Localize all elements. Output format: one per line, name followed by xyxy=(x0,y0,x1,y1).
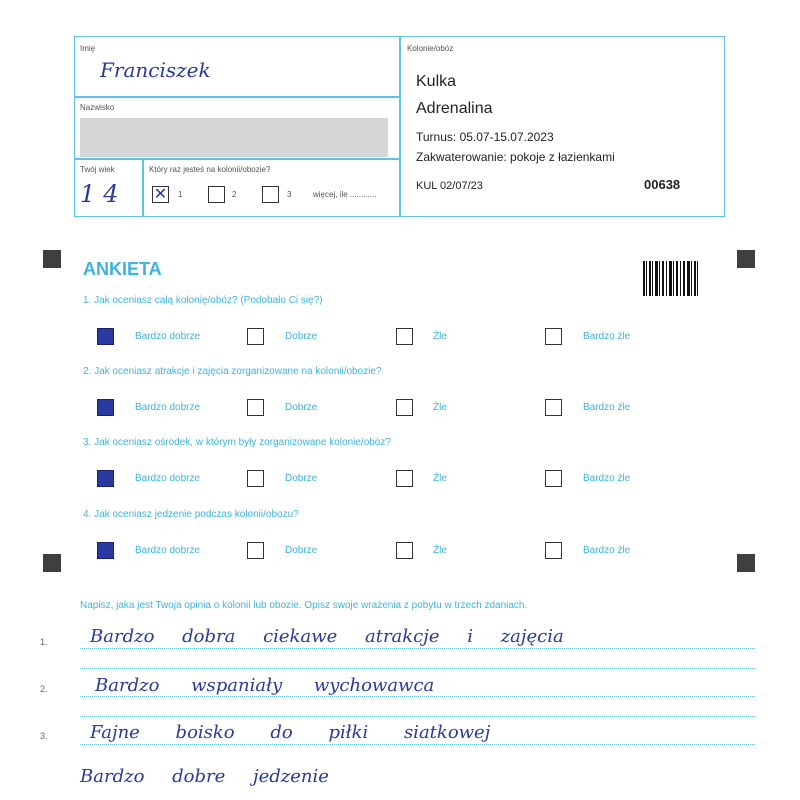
q1-checkbox-dobrze[interactable] xyxy=(247,328,264,345)
q4-option-zle: Źle xyxy=(433,545,447,556)
camp-code: KUL 02/07/23 xyxy=(416,180,483,192)
q3-option-dobrze: Dobrze xyxy=(285,473,318,484)
alignment-marker-top-right xyxy=(737,250,755,268)
q1-option-zle: Źle xyxy=(433,331,447,342)
q4-checkbox-bardzo-dobrze[interactable] xyxy=(97,542,114,559)
opinion-line-3a xyxy=(80,744,755,745)
q4-checkbox-dobrze[interactable] xyxy=(247,542,264,559)
opinion-text-2[interactable]: Bardzo wspaniały wychowawca xyxy=(95,675,435,696)
name-label: Imię xyxy=(80,44,96,53)
times-more: więcej, ile ............ xyxy=(313,190,377,199)
accommodation: Zakwaterowanie: pokoje z łazienkami xyxy=(416,150,615,164)
opinion-line-2a xyxy=(80,696,755,697)
q4-option-bardzo-zle: Bardzo źle xyxy=(583,545,631,556)
q2-checkbox-zle[interactable] xyxy=(396,399,413,416)
q4-option-bardzo-dobrze: Bardzo dobrze xyxy=(135,545,201,556)
alignment-marker-bottom-right xyxy=(737,554,755,572)
opinion-number-2: 2. xyxy=(40,684,48,694)
q3-option-bardzo-zle: Bardzo źle xyxy=(583,473,631,484)
opinion-prompt: Napisz, jaka jest Twoja opinia o kolonii lub obozie. Opisz swoje wrażenia z pobytu w trzech zdaniach. xyxy=(80,600,528,611)
camp-name-1: Kulka xyxy=(416,73,457,90)
header-divider-2 xyxy=(74,158,400,160)
question-1: 1. Jak oceniasz całą kolonię/obóz? (Podobało Ci się?) xyxy=(83,295,323,306)
opinion-line-1a xyxy=(80,648,755,649)
q2-option-bardzo-zle: Bardzo źle xyxy=(583,402,631,413)
opinion-line-2b xyxy=(80,716,755,717)
times-checkbox-2[interactable] xyxy=(208,186,225,203)
turnus: Turnus: 05.07-15.07.2023 xyxy=(416,130,554,144)
times-option-2: 2 xyxy=(232,190,237,199)
opinion-text-3[interactable]: Fajne boisko do piłki siatkowej xyxy=(90,722,491,743)
times-checkbox-1[interactable]: ✕ xyxy=(153,185,168,203)
age-label: Twój wiek xyxy=(80,165,115,174)
q4-checkbox-zle[interactable] xyxy=(396,542,413,559)
opinion-line-1b xyxy=(80,668,755,669)
q3-checkbox-bardzo-dobrze[interactable] xyxy=(97,470,114,487)
q4-checkbox-bardzo-zle[interactable] xyxy=(545,542,562,559)
surname-redacted xyxy=(80,118,388,157)
question-3: 3. Jak oceniasz ośrodek, w którym były zorganizowane kolonie/obóz? xyxy=(83,437,391,448)
header-divider-1 xyxy=(74,96,400,98)
times-label: Który raz jesteś na kolonii/obozie? xyxy=(149,165,271,174)
q2-option-dobrze: Dobrze xyxy=(285,402,318,413)
q3-checkbox-zle[interactable] xyxy=(396,470,413,487)
q2-checkbox-bardzo-zle[interactable] xyxy=(545,399,562,416)
alignment-marker-top-left xyxy=(43,250,61,268)
q2-checkbox-dobrze[interactable] xyxy=(247,399,264,416)
q2-option-bardzo-dobrze: Bardzo dobrze xyxy=(135,402,201,413)
q1-checkbox-bardzo-zle[interactable] xyxy=(545,328,562,345)
form-number: 00638 xyxy=(644,177,681,192)
q1-checkbox-zle[interactable] xyxy=(396,328,413,345)
opinion-text-4[interactable]: Bardzo dobre jedzenie xyxy=(80,766,329,787)
camp-label: Kolonie/obóz xyxy=(407,44,454,53)
opinion-text-1[interactable]: Bardzo dobra ciekawe atrakcje i zajęcia xyxy=(90,626,564,647)
question-4: 4. Jak oceniasz jedzenie podczas kolonii/obozu? xyxy=(83,509,299,520)
barcode-icon xyxy=(643,261,698,296)
alignment-marker-bottom-left xyxy=(43,554,61,572)
q1-checkbox-bardzo-dobrze[interactable] xyxy=(97,328,114,345)
opinion-number-1: 1. xyxy=(40,637,48,647)
age-value[interactable]: 14 xyxy=(80,180,127,208)
q1-option-bardzo-dobrze: Bardzo dobrze xyxy=(135,331,201,342)
opinion-number-3: 3. xyxy=(40,731,48,741)
header-divider-vertical xyxy=(399,36,401,217)
surname-label: Nazwisko xyxy=(80,103,115,112)
q1-option-dobrze: Dobrze xyxy=(285,331,318,342)
question-2: 2. Jak oceniasz atrakcje i zajęcia zorganizowane na kolonii/obozie? xyxy=(83,366,382,377)
times-checkbox-3[interactable] xyxy=(262,186,279,203)
header-divider-3 xyxy=(142,158,144,217)
times-option-1: 1 xyxy=(178,190,183,199)
name-value[interactable]: Franciszek xyxy=(100,58,211,82)
camp-name-2: Adrenalina xyxy=(416,100,493,117)
times-option-3: 3 xyxy=(287,190,292,199)
q2-option-zle: Źle xyxy=(433,402,447,413)
q3-checkbox-bardzo-zle[interactable] xyxy=(545,470,562,487)
q2-checkbox-bardzo-dobrze[interactable] xyxy=(97,399,114,416)
q3-option-bardzo-dobrze: Bardzo dobrze xyxy=(135,473,201,484)
q3-option-zle: Źle xyxy=(433,473,447,484)
q4-option-dobrze: Dobrze xyxy=(285,545,318,556)
q1-option-bardzo-zle: Bardzo źle xyxy=(583,331,631,342)
q3-checkbox-dobrze[interactable] xyxy=(247,470,264,487)
survey-title: ANKIETA xyxy=(83,259,162,279)
